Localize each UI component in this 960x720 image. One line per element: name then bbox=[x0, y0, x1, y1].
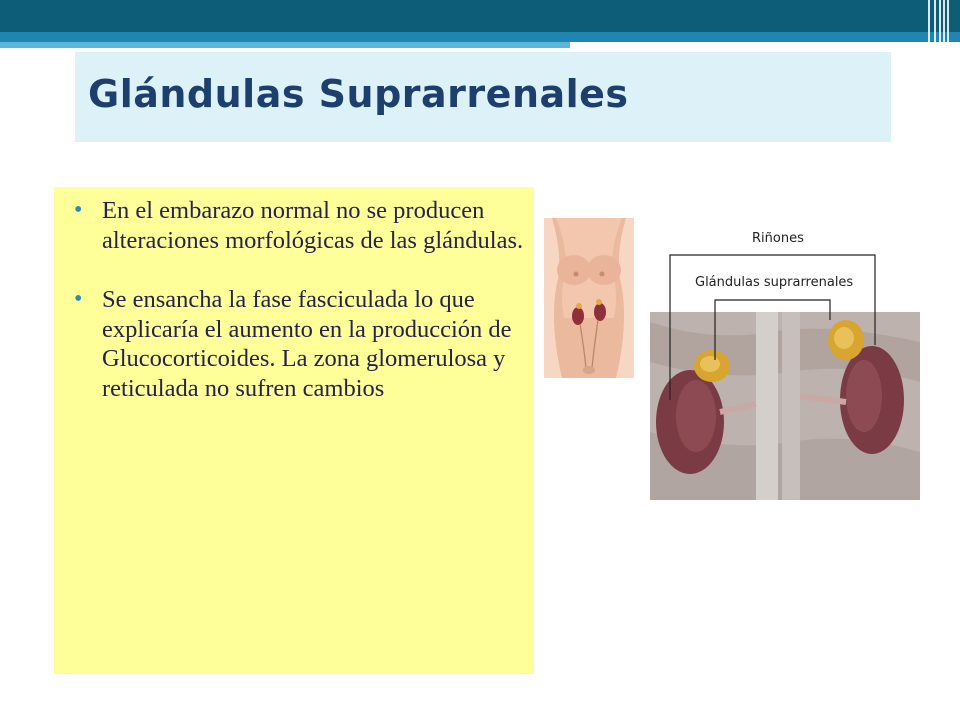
bullet-list bbox=[74, 196, 529, 433]
label-adrenal-glands: Glándulas suprarrenales bbox=[695, 275, 854, 290]
bullet-item bbox=[74, 196, 529, 255]
header-bar-dark bbox=[0, 0, 960, 32]
figure-leader-lines bbox=[660, 230, 890, 400]
bullet-icon: • bbox=[74, 197, 83, 223]
torso-illustration bbox=[544, 218, 634, 378]
bullet-icon: • bbox=[74, 286, 83, 312]
slide-title: Glándulas Suprarrenales bbox=[88, 72, 629, 116]
header-stripes bbox=[924, 0, 960, 62]
label-kidneys: Riñones bbox=[752, 231, 804, 246]
bullet-item bbox=[74, 285, 529, 403]
header-bar-light bbox=[0, 42, 570, 48]
bullet-text: En el embarazo normal no se producen alteraciones morfológicas de las glándulas. bbox=[102, 197, 524, 254]
header-bar-mid bbox=[0, 32, 960, 42]
bullet-text: Se ensancha la fase fasciculada lo que explicaría el aumento en la producción de Glucocorticoides. La zona glomerulosa y reticulada no sufren cambios bbox=[102, 286, 512, 402]
